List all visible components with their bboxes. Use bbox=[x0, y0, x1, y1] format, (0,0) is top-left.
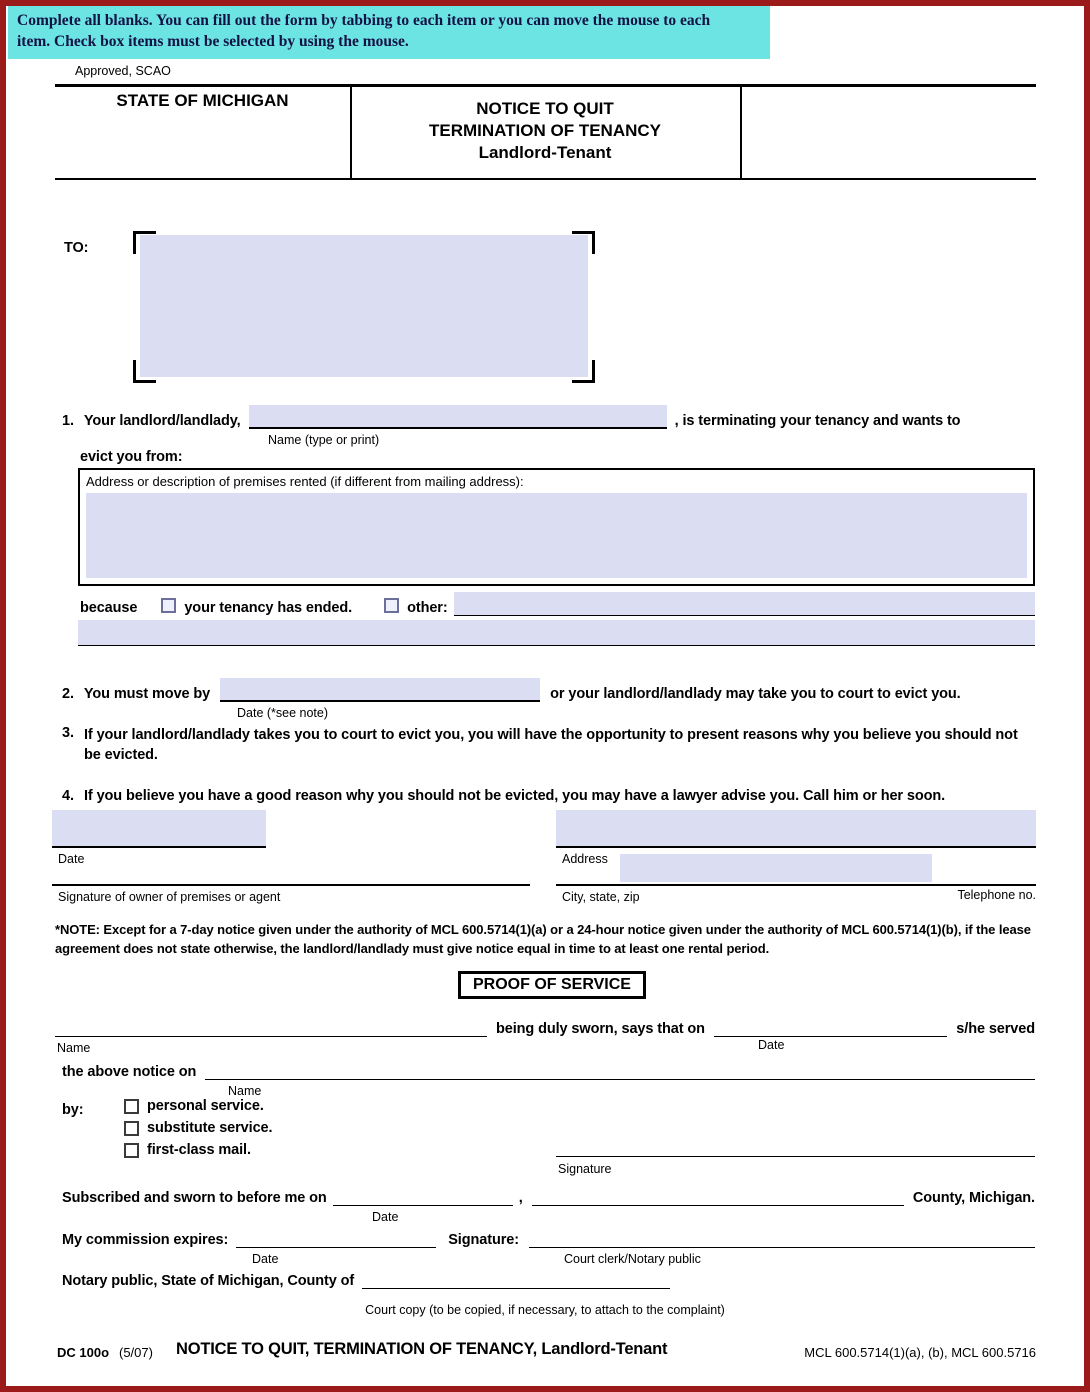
first-class-mail-label: first-class mail. bbox=[147, 1142, 251, 1158]
owner-signature-caption: Signature of owner of premises or agent bbox=[58, 890, 281, 904]
owner-date-caption: Date bbox=[58, 852, 85, 866]
premises-box-caption: Address or description of premises rented (if different from mailing address): bbox=[86, 474, 524, 489]
form-title-line-3: Landlord-Tenant bbox=[478, 143, 612, 162]
form-title bbox=[352, 98, 738, 164]
commission-date-input[interactable] bbox=[236, 1224, 436, 1248]
subscribed-row bbox=[62, 1182, 1035, 1206]
owner-city-input[interactable] bbox=[620, 854, 932, 882]
item4-number: 4. bbox=[62, 788, 74, 804]
form-revision: (5/07) bbox=[119, 1345, 153, 1360]
item4-text: If you believe you have a good reason why you should not be evicted, you may have a lawyer advise you. Call him or her soon. bbox=[84, 788, 946, 804]
item2-text-after: or your landlord/landlady may take you to court to evict you. bbox=[550, 686, 961, 702]
item2-number: 2. bbox=[62, 686, 74, 702]
header-table-bottom-border bbox=[55, 178, 1036, 180]
note-text: *NOTE: Except for a 7-day notice given under the authority of MCL 600.5714(1)(a) or a 24-hour notice given under the authority of MCL 600.5714(1)(b), if the lease agreement does not state otherwise, the landlord/landlady must give notice equal in time to at least one rental period. bbox=[55, 922, 1031, 956]
court-copy-note: Court copy (to be copied, if necessary, to attach to the complaint) bbox=[365, 1303, 725, 1317]
county-michigan-text: County, Michigan. bbox=[912, 1190, 1035, 1206]
notary-county-input[interactable] bbox=[362, 1265, 670, 1289]
owner-city-line bbox=[556, 884, 1036, 886]
served-on-name-caption: Name bbox=[228, 1084, 262, 1098]
clerk-signature-text: Signature: bbox=[448, 1232, 519, 1248]
service-options bbox=[124, 1098, 272, 1164]
item3-number: 3. bbox=[62, 725, 74, 741]
move-date-input[interactable] bbox=[220, 678, 540, 702]
tenancy-ended-checkbox[interactable] bbox=[161, 598, 176, 613]
item1-number: 1. bbox=[62, 413, 74, 429]
proof-sworn-row bbox=[55, 1013, 1035, 1037]
commission-text: My commission expires: bbox=[62, 1232, 229, 1248]
because-row bbox=[80, 592, 1035, 616]
form-title-line-2: TERMINATION OF TENANCY bbox=[428, 121, 661, 140]
served-text: s/he served bbox=[956, 1021, 1035, 1037]
tenancy-ended-label: your tenancy has ended. bbox=[184, 600, 353, 616]
footer-title: NOTICE TO QUIT, TERMINATION OF TENANCY, Landlord-Tenant bbox=[176, 1340, 668, 1358]
substitute-service-label: substitute service. bbox=[147, 1120, 273, 1136]
telephone-caption: Telephone no. bbox=[957, 888, 1036, 902]
item2-text-before: You must move by bbox=[83, 686, 211, 702]
served-on-name-input[interactable] bbox=[205, 1056, 1035, 1080]
item3-text: If your landlord/landlady takes you to court to evict you, you will have the opportunity to present reasons why you believe you should not be evicted. bbox=[84, 727, 1018, 763]
owner-signature-line[interactable] bbox=[52, 884, 530, 886]
to-address-region bbox=[133, 231, 595, 383]
service-date-caption: Date bbox=[758, 1038, 785, 1052]
to-address-input[interactable] bbox=[140, 235, 588, 377]
landlord-name-caption: Name (type or print) bbox=[268, 433, 380, 447]
sworn-date-input[interactable] bbox=[333, 1182, 513, 1206]
other-reason-checkbox[interactable] bbox=[384, 598, 399, 613]
owner-date-input[interactable] bbox=[52, 810, 266, 848]
personal-service-checkbox[interactable] bbox=[124, 1099, 139, 1114]
item1-row bbox=[62, 405, 1035, 429]
banner-line-1: Complete all blanks. You can fill out the form by tabbing to each item or you can move the mouse to each bbox=[17, 12, 711, 29]
approved-scao-label: Approved, SCAO bbox=[75, 64, 171, 78]
substitute-service-checkbox[interactable] bbox=[124, 1121, 139, 1136]
subscribed-comma: , bbox=[518, 1190, 523, 1206]
reason-continuation-input[interactable] bbox=[78, 620, 1035, 646]
item2-row bbox=[62, 678, 1035, 702]
instruction-banner bbox=[8, 5, 770, 59]
notary-row bbox=[62, 1265, 1035, 1289]
state-of-michigan-title: STATE OF MICHIGAN bbox=[116, 91, 289, 110]
landlord-name-input[interactable] bbox=[249, 405, 667, 429]
proof-of-service-title: PROOF OF SERVICE bbox=[458, 971, 646, 999]
sworn-text: being duly sworn, says that on bbox=[496, 1021, 705, 1037]
commission-row bbox=[62, 1224, 1035, 1248]
because-label: because bbox=[80, 600, 138, 616]
form-title-line-1: NOTICE TO QUIT bbox=[476, 99, 614, 118]
owner-city-caption: City, state, zip bbox=[562, 890, 640, 904]
banner-line-2: item. Check box items must be selected by using the mouse. bbox=[17, 33, 409, 50]
mcl-citation: MCL 600.5714(1)(a), (b), MCL 600.5716 bbox=[804, 1345, 1036, 1360]
first-class-mail-option[interactable] bbox=[124, 1142, 272, 1158]
premises-box bbox=[78, 468, 1035, 586]
first-class-mail-checkbox[interactable] bbox=[124, 1143, 139, 1158]
server-name-caption: Name bbox=[57, 1041, 91, 1055]
clerk-caption: Court clerk/Notary public bbox=[564, 1252, 701, 1266]
to-label: TO: bbox=[64, 240, 89, 256]
clerk-signature-input[interactable] bbox=[529, 1224, 1035, 1248]
personal-service-option[interactable] bbox=[124, 1098, 272, 1114]
commission-date-caption: Date bbox=[252, 1252, 279, 1266]
premises-address-input[interactable] bbox=[86, 493, 1027, 578]
other-label: other: bbox=[407, 600, 448, 616]
form-number: DC 100o bbox=[57, 1345, 110, 1360]
county-input[interactable] bbox=[532, 1182, 904, 1206]
substitute-service-option[interactable] bbox=[124, 1120, 272, 1136]
above-notice-row bbox=[62, 1056, 1035, 1080]
sworn-date-caption: Date bbox=[372, 1210, 399, 1224]
by-label: by: bbox=[62, 1102, 84, 1118]
item1-text-after: , is terminating your tenancy and wants to bbox=[674, 413, 961, 429]
server-signature-caption: Signature bbox=[558, 1162, 612, 1176]
owner-address-input[interactable] bbox=[556, 810, 1036, 848]
evict-you-from-label: evict you from: bbox=[80, 449, 183, 465]
notary-text: Notary public, State of Michigan, County of bbox=[62, 1273, 355, 1289]
other-reason-input[interactable] bbox=[454, 592, 1035, 616]
owner-address-caption: Address bbox=[562, 852, 608, 866]
server-name-input[interactable] bbox=[55, 1013, 487, 1037]
server-signature-line[interactable] bbox=[556, 1156, 1035, 1157]
header-table-divider-right bbox=[740, 84, 742, 180]
subscribed-text: Subscribed and sworn to before me on bbox=[62, 1190, 327, 1206]
personal-service-label: personal service. bbox=[147, 1098, 264, 1114]
item1-text-before: Your landlord/landlady, bbox=[83, 413, 241, 429]
above-notice-text: the above notice on bbox=[62, 1064, 197, 1080]
service-date-input[interactable] bbox=[714, 1013, 947, 1037]
move-date-caption: Date (*see note) bbox=[237, 706, 329, 720]
header-table-top-border bbox=[55, 84, 1036, 87]
